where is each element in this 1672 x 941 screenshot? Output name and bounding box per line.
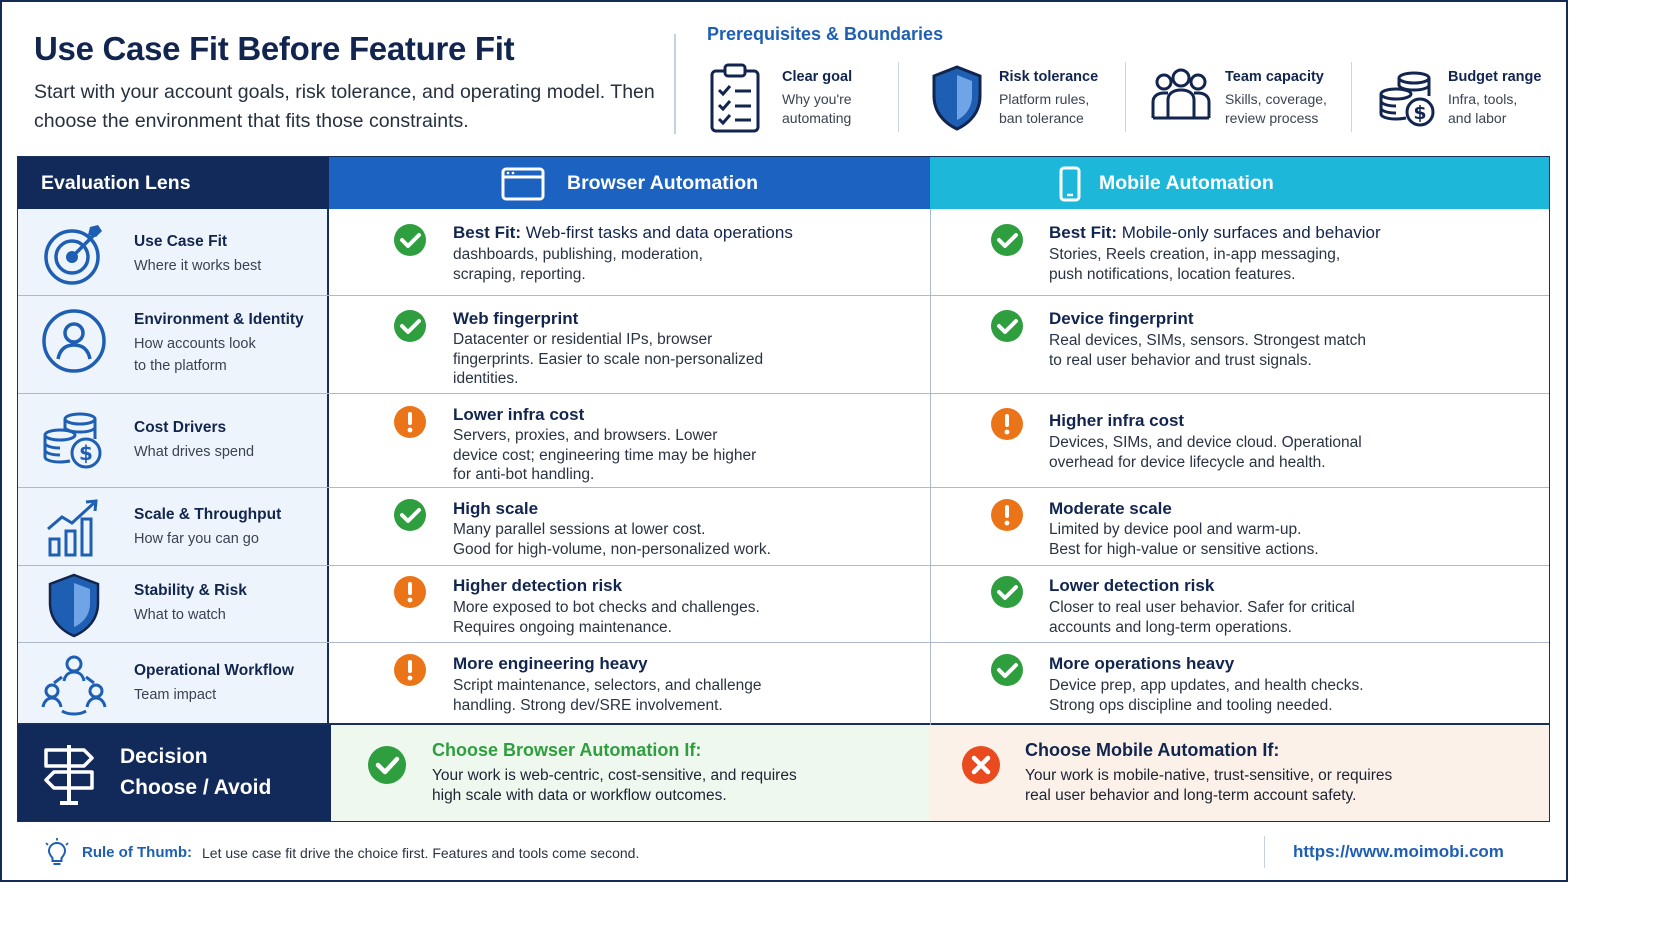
browser-cost-body: Servers, proxies, and browsers. Lower device cost; engineering time may be higher for anti-bot handling. — [453, 427, 757, 483]
lens-title: Use Case Fit — [134, 233, 228, 250]
workflow-team-icon — [40, 651, 108, 719]
decision-mobile-cell — [930, 725, 1549, 821]
x-circle-icon — [961, 745, 1001, 785]
page-subtitle: Start with your account goals, risk tolerance, and operating model. Then choose the environment that fits those constraints. — [34, 81, 655, 132]
header-label: Browser Automation — [567, 172, 759, 194]
target-icon — [40, 221, 108, 289]
mobile-use-case-body: Stories, Reels creation, in-app messaging, push notifications, location features. — [1049, 246, 1341, 283]
prereq-separator — [1351, 62, 1352, 132]
browser-workflow-title: More engineering heavy — [453, 654, 648, 673]
best-fit-label: Best Fit: — [453, 223, 521, 242]
browser-scale-body: Many parallel sessions at lower cost. Good for high-volume, non-personalized work. — [453, 521, 771, 558]
prereq-title: Budget range — [1448, 69, 1542, 85]
row-divider — [18, 487, 1549, 488]
prereq-desc: Infra, tools, and labor — [1448, 91, 1518, 126]
header-browser-automation — [329, 157, 930, 209]
shield-icon — [926, 62, 988, 134]
mobile-identity-body: Real devices, SIMs, sensors. Strongest match to real user behavior and trust signals. — [1049, 332, 1367, 369]
mobile-cost-title: Higher infra cost — [1049, 411, 1185, 430]
lens-title: Scale & Throughput — [134, 506, 282, 523]
prereq-team-capacity — [1150, 60, 1350, 136]
lens-title: Environment & Identity — [134, 311, 304, 328]
lens-desc: How far you can go — [134, 531, 259, 547]
prereq-title: Risk tolerance — [999, 69, 1099, 85]
smartphone-icon — [1059, 166, 1081, 202]
lens-title: Operational Workflow — [134, 662, 294, 679]
prereq-separator — [1125, 62, 1126, 132]
shield-icon — [40, 571, 108, 639]
check-circle-icon — [990, 575, 1024, 609]
mobile-use-case-title — [1049, 223, 1381, 243]
browser-cost-title: Lower infra cost — [453, 405, 585, 424]
mobile-identity-title: Device fingerprint — [1049, 309, 1194, 328]
comparison-table — [17, 156, 1550, 822]
browser-scale-title: High scale — [453, 499, 539, 518]
header-divider — [674, 34, 676, 134]
check-circle-icon — [393, 498, 427, 532]
svg-text:$: $ — [1413, 102, 1427, 124]
page-title: Use Case Fit Before Feature Fit — [34, 30, 515, 67]
browser-identity-title: Web fingerprint — [453, 309, 579, 328]
mobile-workflow-title: More operations heavy — [1049, 654, 1235, 673]
clipboard-checklist-icon — [705, 62, 767, 134]
website-link[interactable]: https://www.moimobi.com — [1293, 842, 1504, 861]
lens-title: Stability & Risk — [134, 582, 247, 599]
mobile-scale-body: Limited by device pool and warm-up. Best for high-value or sensitive actions. — [1049, 521, 1319, 558]
signpost-icon — [40, 741, 98, 805]
browser-window-icon — [501, 167, 545, 201]
check-circle-icon — [990, 653, 1024, 687]
mobile-risk-body: Closer to real user behavior. Safer for critical accounts and long-term operations. — [1049, 599, 1355, 636]
best-fit-text: Web-first tasks and data operations — [521, 223, 793, 242]
decision-title: Decision Choose / Avoid — [120, 745, 272, 799]
lens-desc: Team impact — [134, 687, 217, 703]
lens-title: Cost Drivers — [134, 419, 227, 436]
warning-circle-icon — [990, 407, 1024, 441]
prereq-title: Team capacity — [1225, 69, 1324, 85]
prereq-separator — [898, 62, 899, 132]
warning-circle-icon — [393, 575, 427, 609]
mobile-risk-title: Lower detection risk — [1049, 576, 1215, 595]
browser-identity-body: Datacenter or residential IPs, browser fingerprints. Easier to scale non-personalized identities. — [453, 331, 764, 387]
decision-mobile-body: Your work is mobile-native, trust-sensitive, or requires real user behavior and long-term account safety. — [1025, 767, 1393, 804]
lens-desc: How accounts look to the platform — [134, 336, 256, 374]
decision-browser-heading: Choose Browser Automation If: — [432, 740, 702, 760]
row-divider — [18, 565, 1549, 566]
team-icon — [1150, 62, 1212, 134]
lens-desc: What drives spend — [134, 444, 255, 460]
lens-desc: Where it works best — [134, 258, 262, 274]
prereq-desc: Platform rules, ban tolerance — [999, 91, 1090, 126]
prereq-budget-range — [1376, 60, 1556, 136]
decision-label-cell — [18, 725, 331, 821]
lightbulb-icon — [44, 838, 70, 868]
warning-circle-icon — [393, 653, 427, 687]
prereq-desc: Why you're automating — [782, 91, 852, 126]
prereq-clear-goal — [705, 60, 885, 136]
svg-text:$: $ — [79, 441, 93, 465]
browser-workflow-body: Script maintenance, selectors, and challenge handling. Strong dev/SRE involvement. — [453, 677, 762, 714]
decision-mobile-heading: Choose Mobile Automation If: — [1025, 740, 1280, 760]
coins-dollar-icon — [40, 407, 108, 475]
column-divider — [930, 209, 931, 725]
best-fit-text: Mobile-only surfaces and behavior — [1117, 223, 1381, 242]
row-divider — [18, 295, 1549, 296]
browser-use-case-body: dashboards, publishing, moderation, scraping, reporting. — [453, 246, 703, 283]
row-divider — [18, 642, 1549, 643]
prerequisites-heading: Prerequisites & Boundaries — [707, 24, 944, 44]
decision-browser-body: Your work is web-centric, cost-sensitive, and requires high scale with data or workflow outcomes. — [432, 767, 797, 804]
check-circle-icon — [990, 223, 1024, 257]
prereq-risk-tolerance — [926, 60, 1116, 136]
row-divider — [18, 393, 1549, 394]
check-circle-icon — [990, 309, 1024, 343]
header-label: Mobile Automation — [1099, 172, 1274, 194]
mobile-workflow-body: Device prep, app updates, and health checks. Strong ops discipline and tooling needed. — [1049, 677, 1364, 714]
mobile-cost-body: Devices, SIMs, and device cloud. Operational overhead for device lifecycle and health. — [1049, 434, 1362, 471]
lens-desc: What to watch — [134, 607, 226, 623]
browser-risk-body: More exposed to bot checks and challenges. Requires ongoing maintenance. — [453, 599, 760, 636]
header-evaluation-lens — [18, 157, 329, 209]
prereq-title: Clear goal — [782, 69, 853, 85]
best-fit-label: Best Fit: — [1049, 223, 1117, 242]
check-circle-icon — [393, 223, 427, 257]
coins-dollar-icon — [1376, 62, 1438, 134]
header-label: Evaluation Lens — [41, 172, 191, 194]
browser-risk-title: Higher detection risk — [453, 576, 623, 595]
check-circle-icon — [393, 309, 427, 343]
footer-divider — [1264, 836, 1265, 868]
rule-text: Let use case fit drive the choice first. Features and tools come second. — [202, 845, 640, 861]
warning-circle-icon — [990, 498, 1024, 532]
prereq-desc: Skills, coverage, review process — [1225, 91, 1327, 126]
user-identity-icon — [40, 307, 108, 375]
growth-chart-icon — [40, 495, 108, 563]
decision-browser-cell — [331, 725, 930, 821]
header-mobile-automation — [930, 157, 1549, 209]
mobile-scale-title: Moderate scale — [1049, 499, 1172, 518]
warning-circle-icon — [393, 405, 427, 439]
browser-use-case-title — [453, 223, 793, 243]
rule-label: Rule of Thumb: — [82, 844, 192, 861]
check-circle-icon — [367, 745, 407, 785]
